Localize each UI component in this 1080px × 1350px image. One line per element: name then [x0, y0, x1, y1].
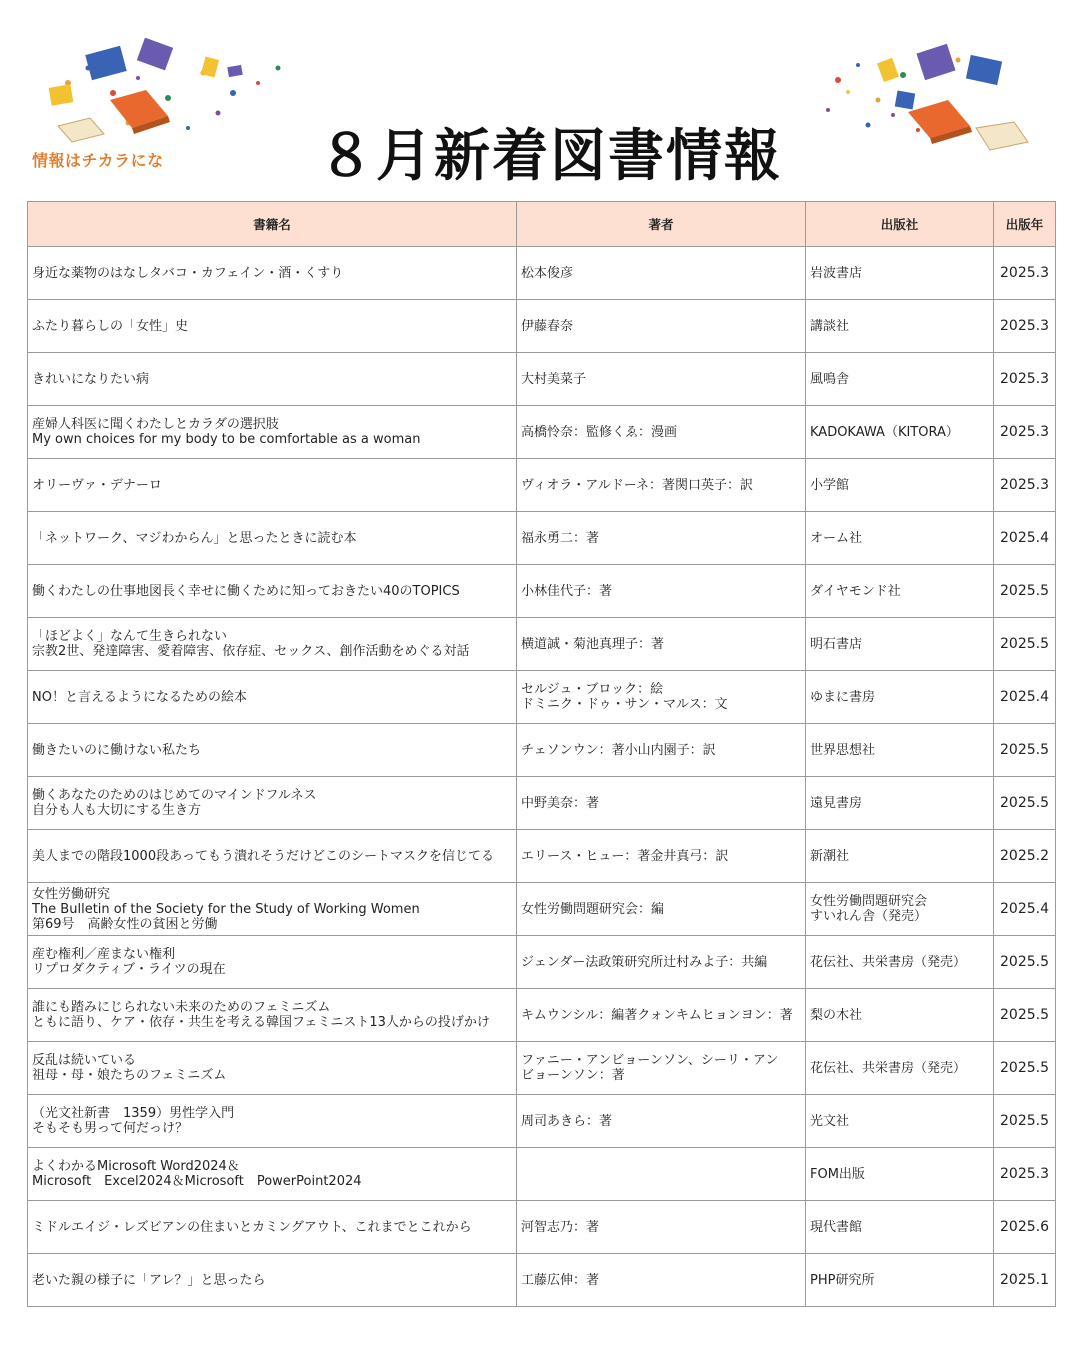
- book-title-cell: [28, 883, 517, 936]
- table-row: [28, 1201, 1056, 1254]
- publisher-line: 風鳴舎: [810, 371, 850, 387]
- year-cell: 2025.6: [994, 1201, 1056, 1254]
- table-row: [28, 830, 1056, 883]
- publisher-line: 梨の木社: [810, 1007, 863, 1023]
- publisher-cell: [806, 300, 994, 353]
- table-row: [28, 883, 1056, 936]
- publisher-cell: [806, 671, 994, 724]
- book-title-line: 働くわたしの仕事地図長く幸せに働くために知っておきたい40のTOPICS: [32, 583, 460, 599]
- author-line: チェソンウン：著小山内園子：訳: [521, 742, 716, 758]
- year-cell: 2025.5: [994, 565, 1056, 618]
- author-cell: [517, 406, 806, 459]
- book-title-line: 美人までの階段1000段あってもう潰れそうだけどこのシートマスクを信じてる: [32, 848, 494, 864]
- author-line: 河智志乃：著: [521, 1219, 600, 1235]
- year-cell: 2025.4: [994, 883, 1056, 936]
- column-header-author: 著者: [517, 202, 806, 247]
- author-cell: [517, 1148, 806, 1201]
- table-row: [28, 1042, 1056, 1095]
- book-title-cell: [28, 459, 517, 512]
- author-line: ドミニク・ドゥ・サン・マルス：文: [521, 697, 728, 712]
- table-row: [28, 777, 1056, 830]
- book-title-line: 産婦人科医に聞くわたしとカラダの選択肢: [32, 417, 279, 432]
- book-title-cell: [28, 1148, 517, 1201]
- table-row: [28, 565, 1056, 618]
- publisher-line: オーム社: [810, 530, 863, 546]
- book-title-line: 身近な薬物のはなしタバコ・カフェイン・酒・くすり: [32, 265, 344, 281]
- book-title-cell: [28, 777, 517, 830]
- author-line: 周司あきら：著: [521, 1113, 613, 1129]
- author-cell: [517, 989, 806, 1042]
- publisher-cell: [806, 1254, 994, 1307]
- book-title-cell: [28, 406, 517, 459]
- author-cell: [517, 459, 806, 512]
- table-row: [28, 618, 1056, 671]
- author-line: ヴィオラ・アルドーネ：著関口英子：訳: [521, 477, 754, 493]
- table-row: [28, 512, 1056, 565]
- author-cell: [517, 883, 806, 936]
- author-cell: [517, 777, 806, 830]
- publisher-line: 岩波書店: [810, 265, 863, 281]
- table-row: [28, 989, 1056, 1042]
- table-row: [28, 724, 1056, 777]
- author-line: 松本俊彦: [521, 265, 574, 281]
- publisher-cell: [806, 1201, 994, 1254]
- table-row: [28, 247, 1056, 300]
- author-line: ビョーンソン：著: [521, 1068, 625, 1083]
- author-cell: [517, 512, 806, 565]
- publisher-line: 現代書館: [810, 1219, 863, 1235]
- author-cell: [517, 830, 806, 883]
- book-title-line: ともに語り、ケア・依存・共生を考える韓国フェミニスト13人からの投げかけ: [32, 1015, 490, 1030]
- publisher-line: 講談社: [810, 318, 850, 334]
- table-body: [28, 247, 1056, 1307]
- publisher-line: 花伝社、共栄書房（発売）: [810, 954, 967, 970]
- author-cell: [517, 247, 806, 300]
- author-cell: [517, 1254, 806, 1307]
- year-cell: 2025.3: [994, 353, 1056, 406]
- author-line: キムウンシル：編著クォンキムヒョンヨン：著: [521, 1007, 793, 1023]
- table-row: [28, 1148, 1056, 1201]
- book-title-cell: [28, 618, 517, 671]
- book-title-cell: [28, 247, 517, 300]
- table-header-row: [28, 202, 1056, 247]
- table-row: [28, 1095, 1056, 1148]
- publisher-line: 女性労働問題研究会: [810, 894, 928, 909]
- publisher-cell: [806, 353, 994, 406]
- table-row: [28, 671, 1056, 724]
- author-line: ファニー・アンビョーンソン、シーリ・アン: [521, 1053, 779, 1068]
- book-title-line: 老いた親の様子に「アレ？」と思ったら: [32, 1272, 266, 1288]
- publisher-cell: [806, 565, 994, 618]
- year-cell: 2025.5: [994, 989, 1056, 1042]
- author-line: 大村美菜子: [521, 371, 587, 387]
- book-title-line: きれいになりたい病: [32, 371, 150, 387]
- book-title-line: The Bulletin of the Society for the Study of Working Women: [32, 901, 420, 917]
- publisher-line: 光文社: [810, 1113, 850, 1129]
- book-title-line: 産む権利／産まない権利: [32, 947, 176, 962]
- book-title-cell: [28, 1095, 517, 1148]
- publisher-cell: [806, 512, 994, 565]
- author-cell: [517, 1095, 806, 1148]
- publisher-line: 小学館: [810, 477, 850, 493]
- author-line: エリース・ヒュー：著金井真弓：訳: [521, 848, 729, 864]
- book-title-line: 宗教2世、発達障害、愛着障害、依存症、セックス、創作活動をめぐる対話: [32, 644, 470, 659]
- publisher-line: 新潮社: [810, 848, 850, 864]
- table-row: [28, 353, 1056, 406]
- publisher-cell: [806, 989, 994, 1042]
- book-title-line: 働くあなたのためのはじめてのマインドフルネス: [32, 788, 317, 803]
- year-cell: 2025.1: [994, 1254, 1056, 1307]
- year-cell: 2025.5: [994, 1095, 1056, 1148]
- author-cell: [517, 1042, 806, 1095]
- year-cell: 2025.3: [994, 247, 1056, 300]
- year-cell: 2025.4: [994, 671, 1056, 724]
- author-line: 女性労働問題研究会：編: [521, 901, 665, 917]
- table-row: [28, 459, 1056, 512]
- table-row: [28, 406, 1056, 459]
- book-title-line: 誰にも踏みにじられない未来のためのフェミニズム: [32, 1000, 331, 1015]
- book-title-line: リプロダクティブ・ライツの現在: [32, 962, 226, 977]
- author-line: 伊藤春奈: [521, 318, 574, 334]
- book-title-cell: [28, 830, 517, 883]
- book-title-line: そもそも男って何だっけ？: [32, 1121, 189, 1136]
- book-title-cell: [28, 1201, 517, 1254]
- publisher-line: PHP研究所: [810, 1272, 875, 1288]
- column-header-publisher: 出版社: [806, 202, 994, 247]
- column-header-title: 書籍名: [28, 202, 517, 247]
- book-title-cell: [28, 353, 517, 406]
- publisher-cell: [806, 936, 994, 989]
- publisher-line: 遠見書房: [810, 795, 863, 811]
- table-row: [28, 1254, 1056, 1307]
- publisher-cell: [806, 1042, 994, 1095]
- book-title-line: ミドルエイジ・レズビアンの住まいとカミングアウト、これまでとこれから: [32, 1219, 472, 1235]
- book-title-line: My own choices for my body to be comfortable as a woman: [32, 432, 421, 447]
- publisher-line: FOM出版: [810, 1166, 865, 1182]
- book-title-cell: [28, 671, 517, 724]
- author-cell: [517, 565, 806, 618]
- book-title-line: 女性労働研究: [32, 886, 111, 902]
- slogan-text: 情報はチカラにな: [32, 151, 164, 170]
- author-line: セルジュ・ブロック：絵: [521, 682, 664, 697]
- book-title-cell: [28, 565, 517, 618]
- publisher-cell: [806, 883, 994, 936]
- author-line: ジェンダー法政策研究所辻村みよ子：共編: [521, 954, 768, 970]
- year-cell: 2025.5: [994, 777, 1056, 830]
- publisher-line: 花伝社、共栄書房（発売）: [810, 1060, 967, 1076]
- author-line: 高橋怜奈：監修くゑ：漫画: [521, 424, 678, 440]
- year-cell: 2025.3: [994, 406, 1056, 459]
- author-cell: [517, 1201, 806, 1254]
- book-title-line: 祖母・母・娘たちのフェミニズム: [32, 1068, 227, 1083]
- publisher-cell: [806, 459, 994, 512]
- book-title-line: 反乱は続いている: [32, 1053, 137, 1068]
- book-title-line: 「ネットワーク、マジわからん」と思ったときに読む本: [32, 530, 357, 546]
- publisher-line: 世界思想社: [810, 742, 876, 758]
- books-illustration-right: [808, 30, 1058, 165]
- book-title-cell: [28, 1042, 517, 1095]
- table-row: [28, 300, 1056, 353]
- book-title-line: 「ほどよく」なんて生きられない: [32, 629, 228, 644]
- publisher-cell: [806, 777, 994, 830]
- column-header-year: 出版年: [994, 202, 1056, 247]
- table-row: [28, 936, 1056, 989]
- year-cell: 2025.3: [994, 459, 1056, 512]
- publisher-line: ダイヤモンド社: [810, 583, 901, 599]
- author-cell: [517, 724, 806, 777]
- page-title: ８月新着図書情報: [318, 124, 782, 189]
- author-cell: [517, 300, 806, 353]
- books-table: [27, 201, 1056, 1307]
- year-cell: 2025.5: [994, 724, 1056, 777]
- year-cell: 2025.3: [994, 300, 1056, 353]
- author-line: 小林佳代子：著: [521, 583, 613, 599]
- publisher-line: 明石書店: [810, 636, 863, 652]
- publisher-cell: [806, 247, 994, 300]
- publisher-line: KADOKAWA（KITORA）: [810, 424, 959, 440]
- book-title-line: よくわかるMicrosoft Word2024＆: [32, 1159, 240, 1174]
- book-title-cell: [28, 300, 517, 353]
- author-line: 福永勇二：著: [521, 530, 600, 546]
- book-title-cell: [28, 936, 517, 989]
- publisher-line: すいれん舎（発売）: [810, 909, 928, 924]
- year-cell: 2025.3: [994, 1148, 1056, 1201]
- author-cell: [517, 618, 806, 671]
- year-cell: 2025.4: [994, 512, 1056, 565]
- author-line: 横道誠・菊池真理子：著: [521, 636, 665, 652]
- book-title-line: ふたり暮らしの「女性」史: [32, 318, 189, 334]
- publisher-cell: [806, 618, 994, 671]
- book-title-line: NO！と言えるようになるための絵本: [32, 689, 247, 705]
- book-title-line: 働きたいのに働けない私たち: [32, 742, 202, 758]
- publisher-cell: [806, 724, 994, 777]
- book-title-line: オリーヴァ・デナーロ: [32, 477, 162, 493]
- publisher-cell: [806, 1095, 994, 1148]
- year-cell: 2025.2: [994, 830, 1056, 883]
- author-cell: [517, 671, 806, 724]
- year-cell: 2025.5: [994, 936, 1056, 989]
- book-title-line: Microsoft Excel2024＆Microsoft PowerPoint2024: [32, 1174, 362, 1189]
- book-title-line: 自分も人も大切にする生き方: [32, 803, 202, 818]
- publisher-cell: [806, 830, 994, 883]
- author-cell: [517, 353, 806, 406]
- year-cell: 2025.5: [994, 618, 1056, 671]
- book-title-line: 第69号 高齢女性の貧困と労働: [32, 916, 218, 932]
- book-title-cell: [28, 724, 517, 777]
- year-cell: 2025.5: [994, 1042, 1056, 1095]
- author-line: 中野美奈：著: [521, 795, 600, 811]
- author-cell: [517, 936, 806, 989]
- book-title-line: （光文社新書 1359）男性学入門: [32, 1106, 235, 1121]
- author-line: 工藤広伸：著: [521, 1272, 600, 1288]
- book-title-cell: [28, 1254, 517, 1307]
- book-title-cell: [28, 989, 517, 1042]
- book-title-cell: [28, 512, 517, 565]
- publisher-line: ゆまに書房: [810, 689, 876, 705]
- publisher-cell: [806, 1148, 994, 1201]
- publisher-cell: [806, 406, 994, 459]
